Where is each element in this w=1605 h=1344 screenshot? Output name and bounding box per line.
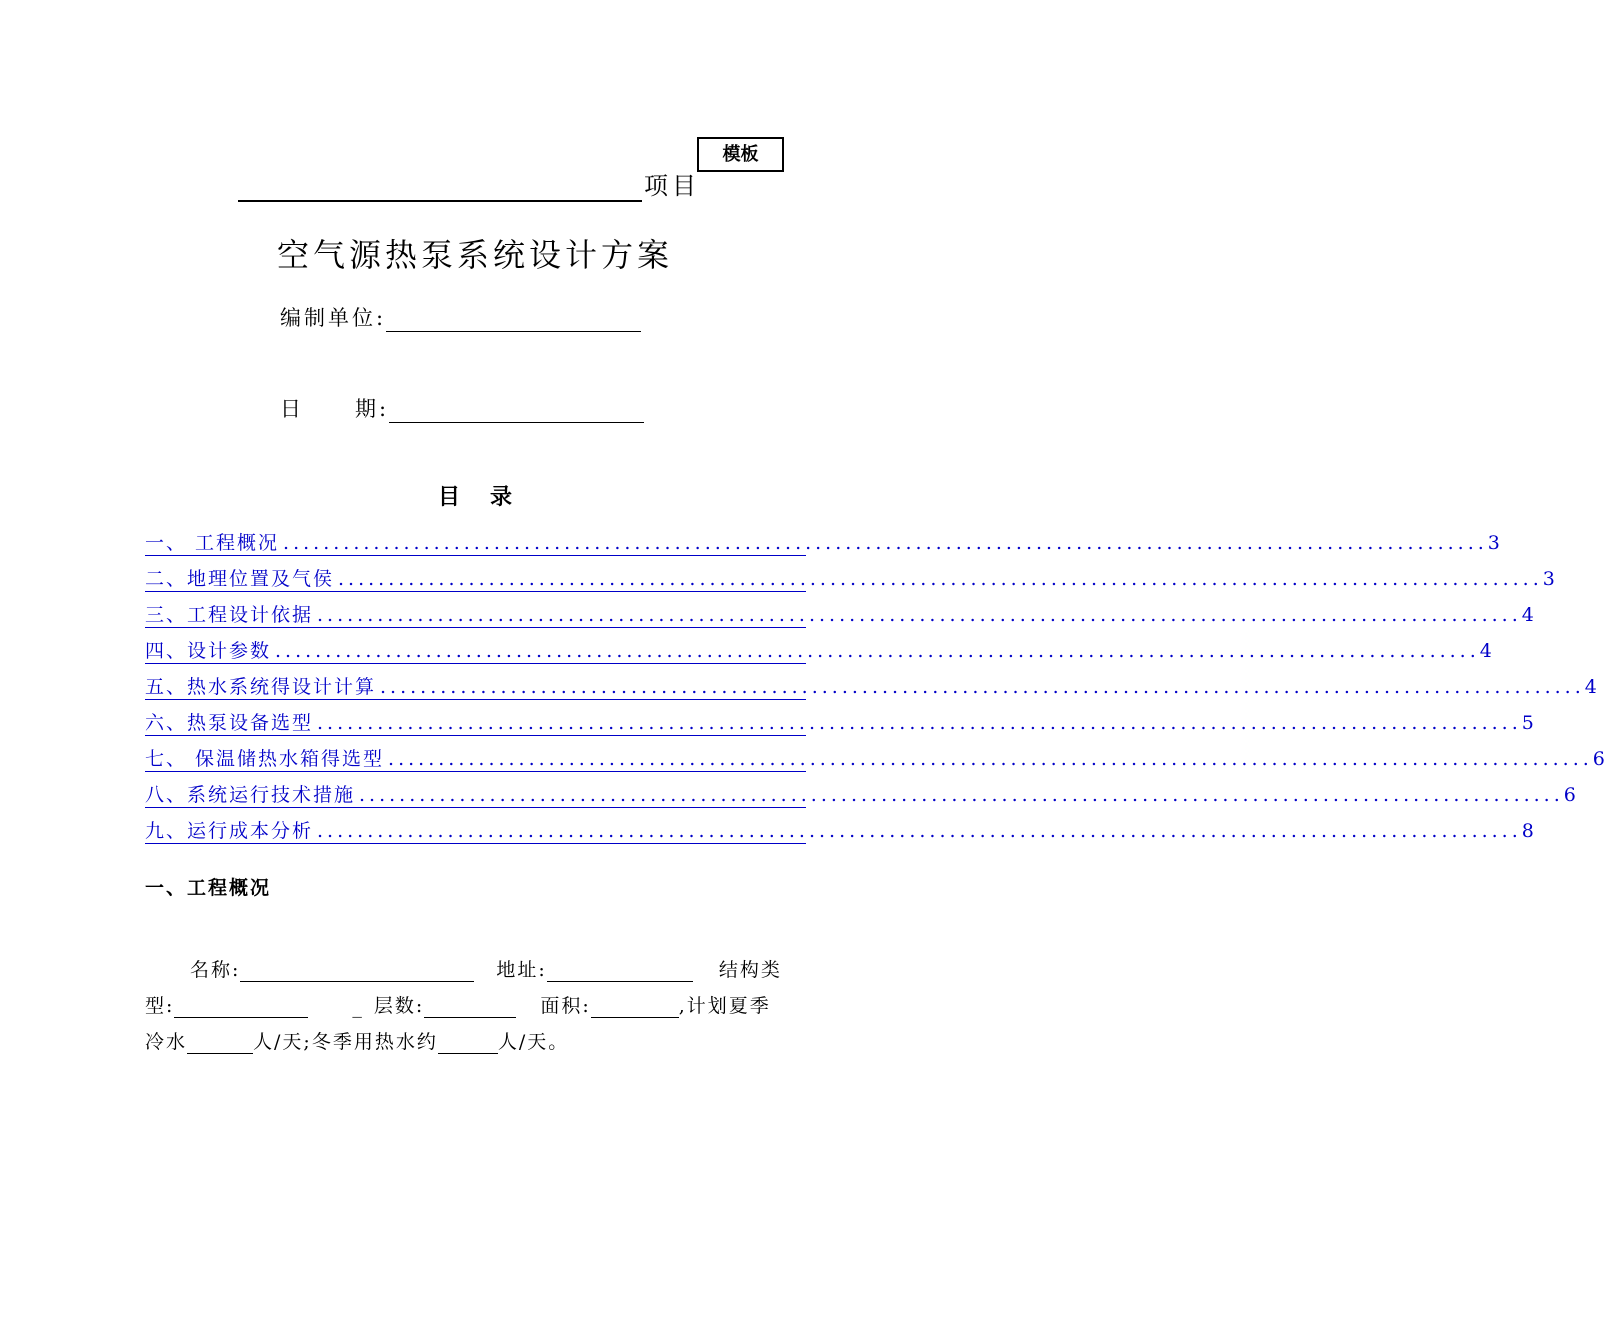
toc-leader-dots: ........................................................................................................................ bbox=[317, 712, 1522, 734]
toc-item-label: 三、工程设计依据 bbox=[145, 604, 314, 626]
date-label-part1: 日 bbox=[280, 397, 304, 421]
structure-label-a: 结构类 bbox=[718, 959, 782, 981]
toc-item-page: 5 bbox=[1521, 712, 1534, 734]
floors-blank[interactable] bbox=[424, 995, 516, 1018]
hot-water-blank[interactable] bbox=[438, 1031, 498, 1054]
address-blank[interactable] bbox=[547, 959, 693, 982]
toc-item[interactable] bbox=[145, 736, 1605, 772]
compiling-unit-label: 编制单位: bbox=[280, 306, 387, 330]
toc-item[interactable] bbox=[145, 772, 1576, 808]
underscore-mark: _ bbox=[352, 996, 364, 1018]
toc-item-label: 二、地理位置及气侯 bbox=[145, 568, 335, 590]
compiling-unit-blank[interactable] bbox=[386, 303, 641, 332]
toc-item[interactable] bbox=[145, 520, 1500, 556]
toc-item-page: 3 bbox=[1542, 568, 1555, 590]
toc-item[interactable] bbox=[145, 808, 1534, 844]
toc-item-page: 6 bbox=[1563, 784, 1576, 806]
toc-leader-dots: ........................................................................................................................ bbox=[275, 640, 1480, 662]
toc-leader-dots: ........................................................................................................................ bbox=[388, 748, 1593, 770]
toc-item[interactable] bbox=[145, 628, 1492, 664]
toc-item-label: 八、系统运行技术措施 bbox=[145, 784, 356, 806]
toc-item-page: 8 bbox=[1521, 820, 1534, 842]
toc-title: 目录 bbox=[437, 484, 542, 510]
toc-item-label: 九、运行成本分析 bbox=[145, 820, 314, 842]
template-stamp: 模板 bbox=[697, 137, 784, 172]
para-line-2 bbox=[145, 991, 771, 1018]
date-label bbox=[280, 393, 389, 423]
structure-blank[interactable] bbox=[174, 995, 308, 1018]
toc-leader-dots: ........................................................................................................................ bbox=[338, 568, 1543, 590]
toc-item-page: 6 bbox=[1592, 748, 1605, 770]
table-of-contents bbox=[145, 520, 1605, 844]
area-label: 面积: bbox=[540, 995, 591, 1017]
toc-item[interactable] bbox=[145, 700, 1534, 736]
cold-water-label: 冷水 bbox=[145, 1031, 188, 1053]
per-day-label-1: 人/天;冬季用热水约 bbox=[253, 1031, 438, 1053]
date-row bbox=[280, 393, 644, 423]
date-label-part2: 期: bbox=[355, 397, 390, 421]
toc-item[interactable] bbox=[145, 664, 1597, 700]
para-line-1 bbox=[190, 955, 782, 982]
toc-item-page: 3 bbox=[1487, 532, 1500, 554]
toc-leader-dots: ........................................................................................................................ bbox=[359, 784, 1564, 806]
section-heading: 一、工程概况 bbox=[145, 877, 272, 899]
para-line-3 bbox=[145, 1027, 569, 1054]
toc-item-page: 4 bbox=[1479, 640, 1492, 662]
name-label: 名称: bbox=[190, 959, 241, 981]
per-day-label-2: 人/天。 bbox=[497, 1031, 570, 1053]
name-blank[interactable] bbox=[240, 959, 474, 982]
floors-label: 层数: bbox=[373, 995, 425, 1017]
toc-item-label: 六、热泵设备选型 bbox=[145, 712, 314, 734]
toc-leader-dots: ........................................................................................................................ bbox=[380, 676, 1585, 698]
toc-item-label: 五、热水系统得设计计算 bbox=[145, 676, 377, 698]
cold-water-blank[interactable] bbox=[187, 1031, 253, 1054]
toc-leader-dots: ........................................................................................................................ bbox=[317, 820, 1522, 842]
toc-item-label: 四、设计参数 bbox=[145, 640, 272, 662]
date-blank[interactable] bbox=[389, 394, 644, 423]
toc-item-label: 一、 工程概况 bbox=[145, 532, 280, 554]
area-blank[interactable] bbox=[591, 995, 679, 1018]
address-label: 地址: bbox=[496, 959, 547, 981]
toc-leader-dots: ........................................................................................................................ bbox=[317, 604, 1522, 626]
toc-item-page: 4 bbox=[1521, 604, 1534, 626]
toc-leader-dots: ........................................................................................................................ bbox=[283, 532, 1488, 554]
compiling-unit-row bbox=[280, 302, 641, 332]
document-title: 空气源热泵系统设计方案 bbox=[276, 236, 673, 274]
project-label: 项目 bbox=[644, 172, 700, 200]
project-name-line bbox=[238, 170, 700, 202]
toc-item[interactable] bbox=[145, 556, 1555, 592]
plan-label: ,计划夏季 bbox=[678, 995, 771, 1017]
toc-item-page: 4 bbox=[1584, 676, 1597, 698]
project-name-blank[interactable] bbox=[238, 170, 642, 202]
toc-item[interactable] bbox=[145, 592, 1534, 628]
structure-label-b: 型: bbox=[145, 995, 175, 1017]
toc-item-label: 七、 保温储热水箱得选型 bbox=[145, 748, 385, 770]
